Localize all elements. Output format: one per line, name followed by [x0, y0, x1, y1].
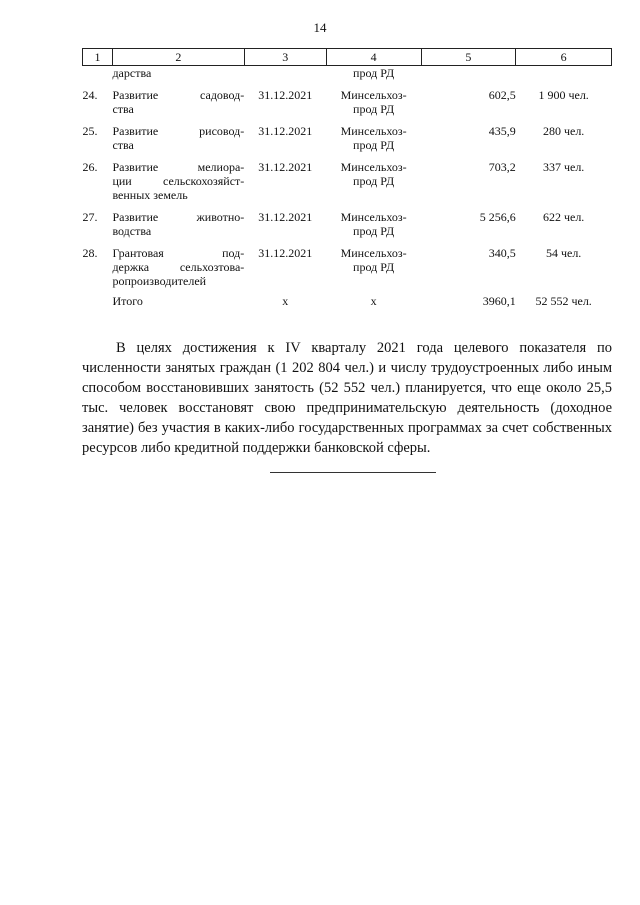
program-name-line: Развитие мелиора-: [112, 160, 245, 174]
column-header: 3: [244, 49, 326, 66]
table-total-row: [83, 288, 612, 308]
org-line: прод РД: [353, 102, 395, 116]
body-paragraph: В целях достижения к IV кварталу 2021 года целевого показателя по численности занятых граждан (1 202 804 чел.) и числу трудоустроенных либо иным способом восстановивших занятость (52 552 чел.) планируется, что еще около 25,5 тыс. человек восстановят свою предпринимательскую деятельность (доходное занятие) без участия в каких-либо государственных программах за счет собственных ресурсов либо кредитной поддержки банковской сферы.: [82, 340, 612, 456]
table-row: [83, 124, 612, 152]
deadline-cell: 31.12.2021: [258, 88, 313, 102]
amount-cell: 340,5: [488, 246, 516, 260]
program-name-cell: [112, 246, 244, 288]
org-cell: [326, 88, 421, 116]
org-line: прод РД: [353, 138, 395, 152]
program-name-cell: [112, 66, 244, 81]
program-name-line: держка сельхозтова-: [112, 260, 245, 274]
people-cell: 1 900 чел.: [538, 88, 589, 102]
org-cell: [326, 210, 421, 238]
people-cell: 622 чел.: [542, 210, 585, 224]
org-cell: [326, 124, 421, 152]
total-label: Итого: [112, 294, 143, 308]
org-line: Минсельхоз-: [340, 124, 407, 138]
amount-cell: 602,5: [488, 88, 516, 102]
program-name-line: венных земель: [112, 188, 188, 202]
column-header: 6: [516, 49, 612, 66]
org-line: прод РД: [353, 260, 395, 274]
table-row: [83, 88, 612, 116]
org-line: Минсельхоз-: [340, 88, 407, 102]
table-header-row: [83, 49, 612, 66]
table-row-continuation: [83, 66, 612, 81]
org-line: прод РД: [353, 174, 395, 188]
total-org: х: [370, 294, 377, 308]
org-line: Минсельхоз-: [340, 160, 407, 174]
amount-cell: 703,2: [488, 160, 516, 174]
program-table: [82, 48, 612, 308]
people-cell: 280 чел.: [542, 124, 585, 138]
org-line: Минсельхоз-: [340, 210, 407, 224]
program-name-line: дарства: [112, 66, 152, 80]
org-cell: [326, 246, 421, 288]
row-number: 28.: [82, 246, 98, 260]
org-line: Минсельхоз-: [340, 246, 407, 260]
program-name-line: Развитие садовод-: [112, 88, 245, 102]
column-header: 2: [112, 49, 244, 66]
program-name-line: водства: [112, 224, 152, 238]
column-header: 5: [421, 49, 516, 66]
column-header: 4: [326, 49, 421, 66]
program-name-cell: [112, 210, 244, 238]
row-number: 25.: [82, 124, 98, 138]
row-number: 27.: [82, 210, 98, 224]
program-name-cell: [112, 88, 244, 116]
total-people: 52 552 чел.: [535, 294, 592, 308]
org-cell: [326, 160, 421, 202]
program-name-line: ства: [112, 138, 134, 152]
program-name-cell: [112, 124, 244, 152]
deadline-cell: 31.12.2021: [258, 210, 313, 224]
deadline-cell: 31.12.2021: [258, 246, 313, 260]
amount-cell: 435,9: [488, 124, 516, 138]
deadline-cell: 31.12.2021: [258, 124, 313, 138]
table-row: [83, 246, 612, 288]
org-line: прод РД: [353, 224, 395, 238]
org-line: прод РД: [353, 66, 395, 80]
program-name-cell: [112, 160, 244, 202]
people-cell: 54 чел.: [545, 246, 582, 260]
program-name-line: ции сельскохозяйст-: [112, 174, 245, 188]
row-number: 24.: [82, 88, 98, 102]
total-amount: 3960,1: [482, 294, 516, 308]
total-deadline: х: [282, 294, 289, 308]
table-row: [83, 210, 612, 238]
program-name-line: ства: [112, 102, 134, 116]
program-name-line: Развитие животно-: [112, 210, 245, 224]
table-row: [83, 160, 612, 202]
column-header: 1: [83, 49, 113, 66]
program-name-line: Грантовая под-: [112, 246, 245, 260]
closing-divider: [270, 472, 436, 473]
row-number: 26.: [82, 160, 98, 174]
deadline-cell: 31.12.2021: [258, 160, 313, 174]
page-number: 14: [313, 20, 327, 35]
amount-cell: 5 256,6: [479, 210, 516, 224]
program-name-line: Развитие рисовод-: [112, 124, 245, 138]
org-cell: [326, 66, 421, 81]
people-cell: 337 чел.: [542, 160, 585, 174]
program-name-line: ропроизводителей: [112, 274, 207, 288]
